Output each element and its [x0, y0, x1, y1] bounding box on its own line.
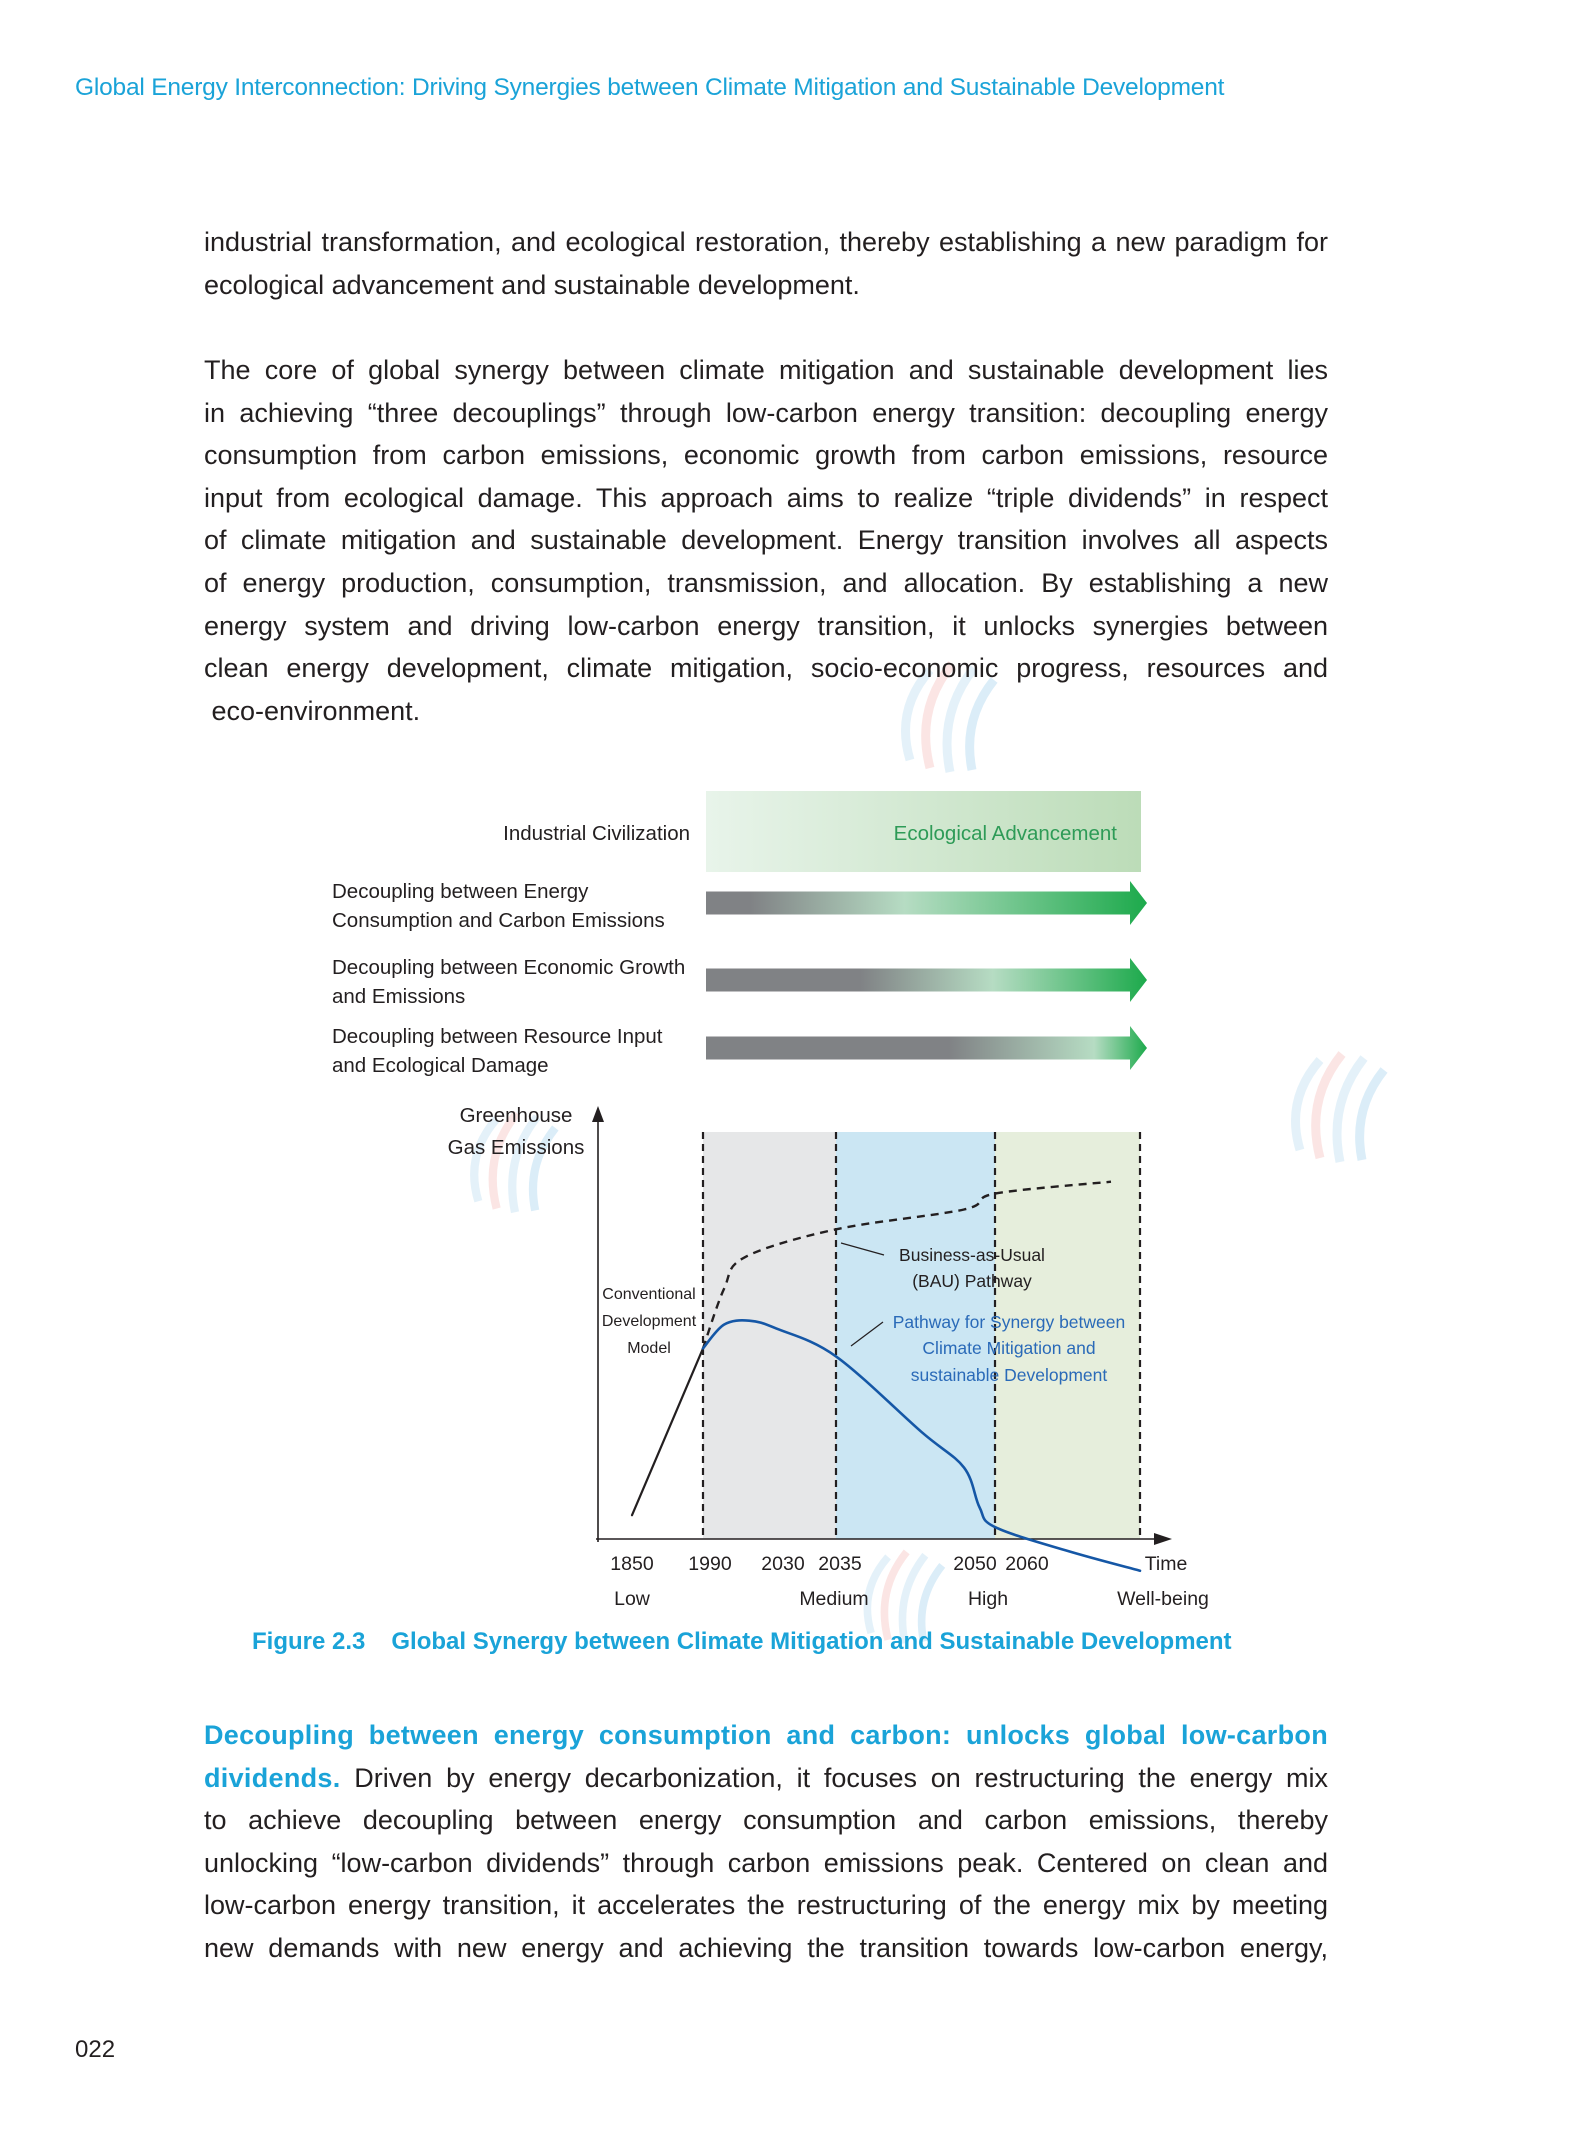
paragraph-text: Driven by energy decarbonization, it focuses on restructuring the energy mix	[340, 1762, 1328, 1793]
y-axis-label-line1: Greenhouse	[459, 1104, 573, 1127]
conventional-label-line2: Development	[601, 1313, 697, 1330]
paragraph-line: clean energy development, climate mitigation, socio-economic progress, resources and	[204, 653, 1328, 684]
decoupling-label-economic-line2: and Emissions	[332, 985, 466, 1008]
paragraph-line: industrial transformation, and ecological restoration, thereby establishing a new paradigm for	[204, 227, 1328, 257]
conventional-development-line	[632, 1348, 703, 1515]
period-band-3	[995, 1132, 1140, 1539]
decoupling-label-energy-line2: Consumption and Carbon Emissions	[332, 909, 665, 932]
section-lead-heading-end: dividends.	[204, 1762, 341, 1793]
decoupling-label-resource-line2: and Ecological Damage	[332, 1054, 549, 1077]
paragraph-line: The core of global synergy between climate mitigation and sustainable development lies	[204, 355, 1328, 385]
y-axis-label-line2: Gas Emissions	[447, 1136, 585, 1159]
paragraph-line: ecological advancement and sustainable development.	[204, 269, 860, 300]
wellbeing-level-label: Well-being	[1117, 1588, 1209, 1610]
running-header: Global Energy Interconnection: Driving Synergies between Climate Mitigation and Sustainable Development	[75, 74, 1225, 101]
ecological-advancement-label: Ecological Advancement	[893, 822, 1117, 845]
paragraph-line: low-carbon energy transition, it accelerates the restructuring of the energy mix by meeting	[204, 1890, 1328, 1921]
paragraph-line: of energy production, consumption, transmission, and allocation. By establishing a new	[204, 567, 1328, 598]
paragraph-line: input from ecological damage. This approach aims to realize “triple dividends” in respect	[204, 482, 1328, 513]
paragraph-line: new demands with new energy and achieving the transition towards low-carbon energy,	[204, 1932, 1328, 1963]
figure-caption	[252, 1628, 1232, 1656]
decoupling-label-economic-line1: Decoupling between Economic Growth	[332, 956, 686, 979]
paragraph-line: energy system and driving low-carbon energy transition, it unlocks synergies between	[204, 610, 1328, 641]
section-lead-heading: Decoupling between energy consumption and carbon: unlocks global low-carbon	[204, 1720, 1328, 1750]
decoupling-arrow-3	[706, 1026, 1147, 1070]
x-tick-label: 1850	[610, 1553, 654, 1575]
paragraph-line: consumption from carbon emissions, economic growth from carbon emissions, resource	[204, 440, 1328, 471]
industrial-civilization-label: Industrial Civilization	[503, 822, 690, 845]
paragraph-line	[204, 1757, 1328, 1800]
x-axis-label: Time	[1144, 1553, 1188, 1575]
paragraph-line: to achieve decoupling between energy consumption and carbon emissions, thereby	[204, 1805, 1328, 1836]
decoupling-label-resource-line1: Decoupling between Resource Input	[332, 1025, 663, 1048]
conventional-label-line3: Model	[627, 1340, 671, 1357]
x-tick-label: 2035	[818, 1553, 862, 1575]
wellbeing-level-label: High	[967, 1588, 1009, 1610]
decoupling-arrow-1	[706, 881, 1147, 925]
page-number: 022	[75, 2036, 116, 2063]
period-band-2	[836, 1132, 995, 1539]
x-tick-label: 2060	[1005, 1553, 1049, 1575]
period-band-1	[703, 1132, 836, 1539]
wellbeing-level-label: Medium	[799, 1588, 869, 1610]
x-tick-label: 2030	[761, 1553, 805, 1575]
y-axis-arrow-icon	[592, 1106, 604, 1122]
x-tick-label: 2050	[953, 1553, 997, 1575]
synergy-label-line2: Climate Mitigation and	[922, 1338, 1096, 1358]
conventional-label-line1: Conventional	[602, 1286, 696, 1303]
paragraph-section	[204, 1714, 1328, 1970]
paragraph-line: of climate mitigation and sustainable development. Energy transition involves all aspects	[204, 525, 1328, 556]
x-tick-label: 1990	[688, 1553, 732, 1575]
bau-label-line1: Business-as-Usual	[899, 1245, 1045, 1265]
paragraph-line: in achieving “three decouplings” through low-carbon energy transition: decoupling energy	[204, 397, 1328, 428]
paragraph-line: eco-environment.	[204, 695, 421, 726]
decoupling-arrow-2	[706, 958, 1147, 1002]
x-axis-arrow-icon	[1154, 1533, 1172, 1545]
synergy-label-line3: sustainable Development	[910, 1365, 1108, 1385]
decoupling-label-energy-line1: Decoupling between Energy	[332, 880, 589, 903]
synergy-label-line1: Pathway for Synergy between	[892, 1312, 1126, 1332]
bau-label-line2: (BAU) Pathway	[912, 1271, 1032, 1291]
figure-number: Figure 2.3	[252, 1628, 366, 1655]
figure-title: Global Synergy between Climate Mitigation and Sustainable Development	[391, 1628, 1232, 1655]
paragraph-line: unlocking “low-carbon dividends” through carbon emissions peak. Centered on clean and	[204, 1847, 1328, 1878]
wellbeing-level-label: Low	[614, 1588, 650, 1610]
